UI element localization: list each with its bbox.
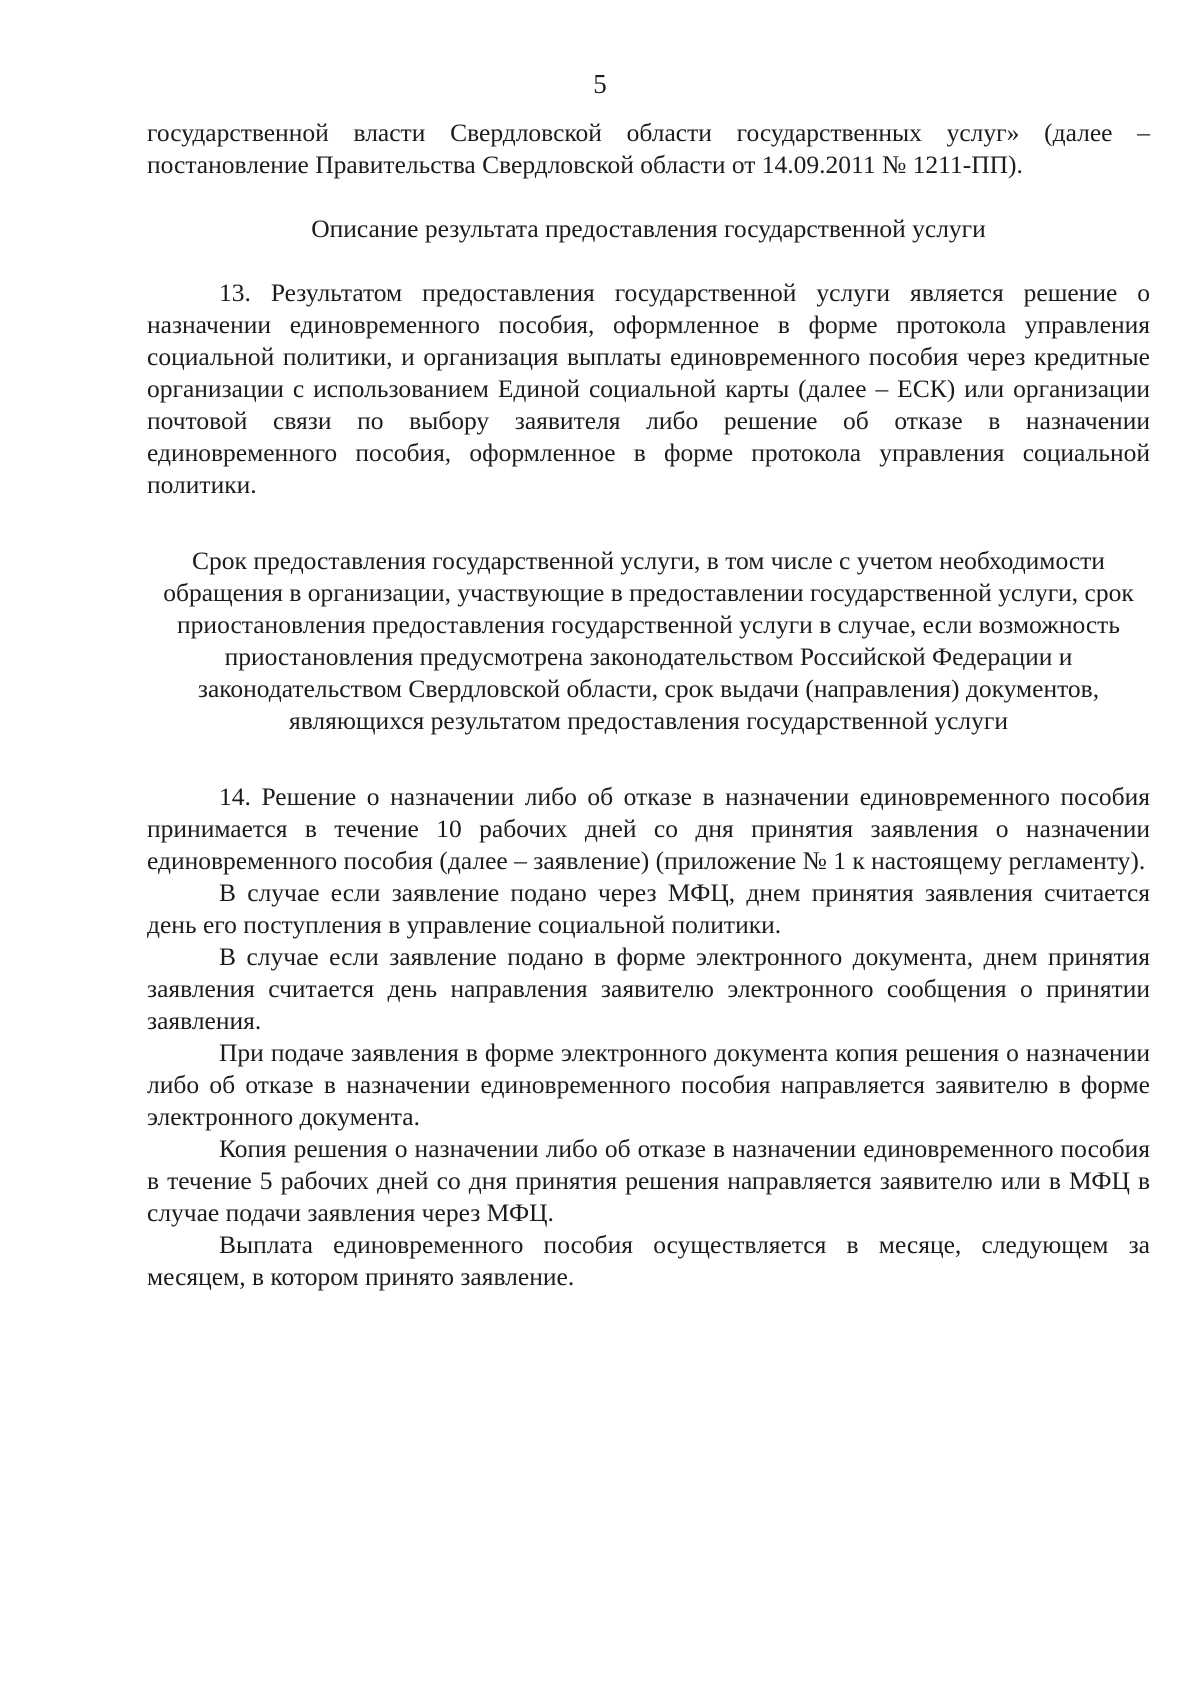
paragraph-mfc: В случае если заявление подано через МФЦ, днем принятия заявления считается день его поступления в управление социальной политики. <box>147 878 1150 939</box>
paragraph-copy-electronic: При подаче заявления в форме электронного документа копия решения о назначении либо об отказе в назначении единовременного пособия направляется заявителю в форме электронного документа. <box>147 1038 1150 1131</box>
paragraph-14: 14. Решение о назначении либо об отказе в назначении единовременного пособия принимается в течение 10 рабочих дней со дня принятия заявления о назначении единовременного пособия (далее – заявление) (приложение № 1 к настоящему регламенту). <box>147 782 1150 875</box>
section-heading-term: Срок предоставления государственной услуги, в том числе с учетом необходимости обращения в организации, участвующие в предоставлении государственной услуги, срок приостановления предоставления государственной услуги в случае, если возможность приостановления предусмотрена законодательством Российской Федерации и законодательством Свердловской области, срок выдачи (направления) документов, являющихся результатом предоставления государственной услуги <box>163 546 1134 735</box>
paragraph-copy-term: Копия решения о назначении либо об отказе в назначении единовременного пособия в течение 5 рабочих дней со дня принятия решения направляется заявителю или в МФЦ в случае подачи заявления через МФЦ. <box>147 1134 1150 1227</box>
paragraph-payment: Выплата единовременного пособия осуществляется в месяце, следующем за месяцем, в котором принято заявление. <box>147 1230 1150 1291</box>
section-heading-result: Описание результата предоставления государственной услуги <box>311 214 986 243</box>
paragraph-electronic: В случае если заявление подано в форме электронного документа, днем принятия заявления считается день направления заявителю электронного сообщения о принятии заявления. <box>147 942 1150 1035</box>
page-number: 5 <box>593 69 607 99</box>
paragraph-13: 13. Результатом предоставления государственной услуги является решение о назначении единовременного пособия, оформленное в форме протокола управления социальной политики, и организация выплаты единовременного пособия через кредитные организации с использованием Единой социальной карты (далее – ЕСК) или организации почтовой связи по выбору заявителя либо решение об отказе в назначении единовременного пособия, оформленное в форме протокола управления социальной политики. <box>147 278 1150 499</box>
document-body <box>147 117 1150 1293</box>
intro-paragraph: государственной власти Свердловской области государственных услуг» (далее – постановление Правительства Свердловской области от 14.09.2011 № 1211-ПП). <box>147 118 1150 179</box>
